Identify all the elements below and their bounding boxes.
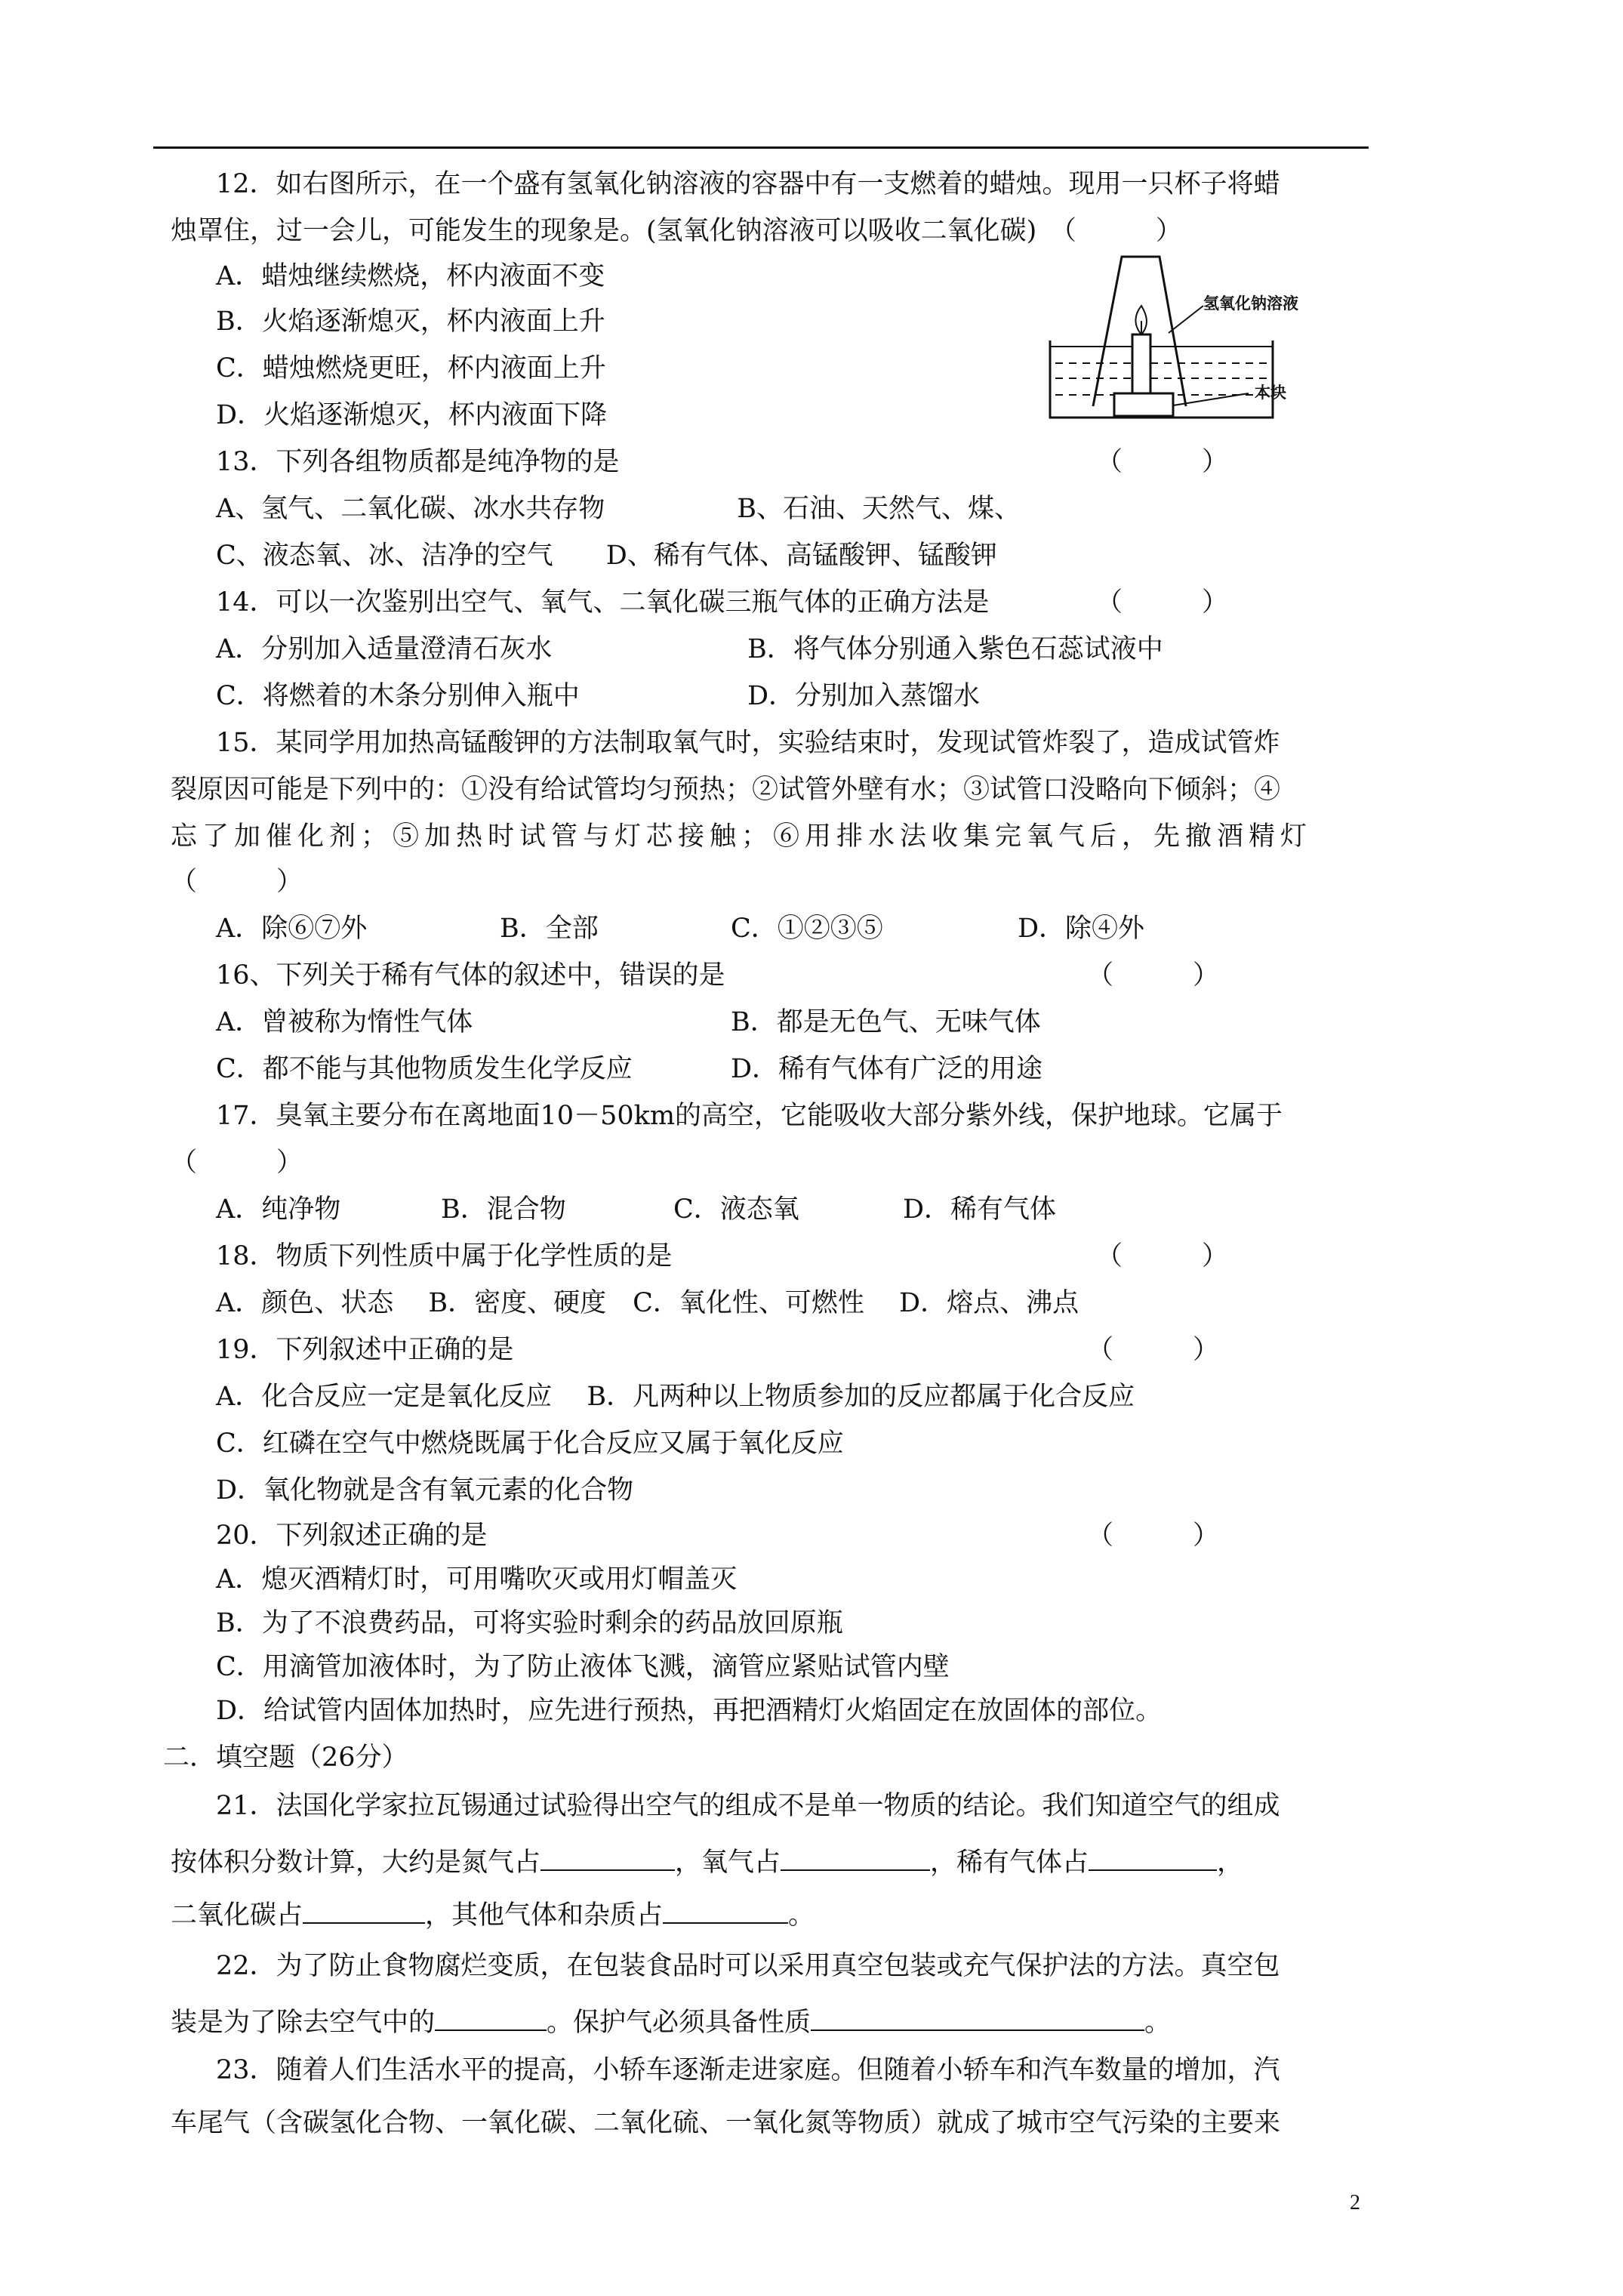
- q20-paren: （ ）: [1087, 1521, 1220, 1551]
- q18-options: A．颜色、状态 B．密度、硬度 C．氧化性、可燃性 D．熔点、沸点: [216, 1288, 1079, 1318]
- q15-option-c: C．①②③⑤: [731, 914, 883, 944]
- q16-option-d: D．稀有气体有广泛的用途: [731, 1054, 1043, 1084]
- q20-option-b: B．为了不浪费药品，可将实验时剩余的药品放回原瓶: [216, 1608, 843, 1638]
- q13-paren: （ ）: [1096, 447, 1229, 477]
- q22-line2: 装是为了除去空气中的 。保护气必须具备性质 。: [171, 2002, 1171, 2039]
- q13-stem: 13．下列各组物质都是纯净物的是: [216, 447, 620, 477]
- label-naoh-solution: 氢氧化钠溶液: [1203, 294, 1298, 313]
- q17-paren: （ ）: [171, 1148, 303, 1178]
- q20-option-d: D．给试管内固体加热时，应先进行预热，再把酒精灯火焰固定在放固体的部位。: [216, 1696, 1163, 1726]
- q15-option-a: A．除⑥⑦外: [216, 914, 368, 944]
- section2-title: 二．填空题（26分）: [163, 1743, 408, 1773]
- q14-option-a: A．分别加入适量澄清石灰水: [216, 634, 553, 664]
- q17-option-d: D．稀有气体: [903, 1194, 1057, 1225]
- q12-option-c: C．蜡烛燃烧更旺，杯内液面上升: [216, 353, 606, 384]
- page-number: 2: [1350, 2191, 1360, 2214]
- answer-blank-co2[interactable]: [303, 1895, 425, 1924]
- answer-blank-nitrogen[interactable]: [540, 1842, 675, 1871]
- q14-paren: （ ）: [1096, 587, 1229, 618]
- answer-blank-protective-gas[interactable]: [811, 2002, 1144, 2031]
- q14-stem: 14．可以一次鉴别出空气、氧气、二氧化碳三瓶气体的正确方法是: [216, 587, 990, 618]
- q17-option-c: C．液态氧: [673, 1194, 799, 1225]
- q15-line3: 忘了加催化剂；⑤加热时试管与灯芯接触；⑥用排水法收集完氧气后，先撤酒精灯: [171, 821, 1313, 852]
- q20-option-c: C．用滴管加液体时，为了防止液体飞溅，滴管应紧贴试管内壁: [216, 1652, 950, 1682]
- q17-line1: 17．臭氧主要分布在离地面10－50km的高空，它能吸收大部分紫外线，保护地球。它属于: [216, 1101, 1283, 1131]
- q15-option-d: D．除④外: [1018, 914, 1145, 944]
- header-rule: [153, 146, 1369, 149]
- candle-apparatus-figure: [1046, 251, 1371, 427]
- q16-paren: （ ）: [1087, 960, 1220, 991]
- q19-option-d: D．氧化物就是含有氧元素的化合物: [216, 1475, 634, 1505]
- q19-option-c: C．红磷在空气中燃烧既属于化合反应又属于氧化反应: [216, 1428, 844, 1459]
- q12-option-b: B．火焰逐渐熄灭，杯内液面上升: [216, 307, 605, 337]
- answer-blank-other-gases[interactable]: [663, 1895, 788, 1924]
- q19-stem: 19．下列叙述中正确的是: [216, 1335, 514, 1365]
- q20-option-a: A．熄灭酒精灯时，可用嘴吹灭或用灯帽盖灭: [216, 1564, 738, 1595]
- q15-paren: （ ）: [171, 867, 303, 897]
- q13-options-ab: A、氢气、二氧化碳、冰水共存物 B、石油、天然气、煤、: [216, 494, 1021, 524]
- q16-option-b: B．都是无色气、无味气体: [731, 1007, 1041, 1037]
- q22-line1: 22．为了防止食物腐烂变质，在包装食品时可以采用真空包装或充气保护法的方法。真空包: [216, 1951, 1280, 1981]
- q15-option-b: B．全部: [500, 914, 599, 944]
- q17-option-a: A．纯净物: [216, 1194, 341, 1225]
- q21-line2: 按体积分数计算，大约是氮气占 ，氧气占 ，稀有气体占 ，: [171, 1842, 1243, 1879]
- wood-block: [1114, 393, 1173, 416]
- q17-option-b: B．混合物: [441, 1194, 566, 1225]
- q14-option-b: B．将气体分别通入紫色石蕊试液中: [747, 634, 1163, 664]
- candle: [1132, 334, 1150, 393]
- q12-line1: 12．如右图所示，在一个盛有氢氧化钠溶液的容器中有一支燃着的蜡烛。现用一只杯子将蜡: [216, 169, 1280, 199]
- q14-option-c: C．将燃着的木条分别伸入瓶中: [216, 681, 580, 711]
- answer-blank-vacuum[interactable]: [435, 2002, 547, 2031]
- q12-option-d: D．火焰逐渐熄灭，杯内液面下降: [216, 400, 608, 430]
- q12-option-a: A．蜡烛继续燃烧，杯内液面不变: [216, 261, 605, 291]
- q23-line1: 23．随着人们生活水平的提高，小轿车逐渐走进家庭。但随着小轿车和汽车数量的增加，汽: [216, 2055, 1280, 2085]
- q13-options-cd: C、液态氧、冰、洁净的空气 D、稀有气体、高锰酸钾、锰酸钾: [216, 541, 997, 571]
- q21-line1: 21．法国化学家拉瓦锡通过试验得出空气的组成不是单一物质的结论。我们知道空气的组成: [216, 1791, 1280, 1821]
- q19-options-ab: A．化合反应一定是氧化反应 B．凡两种以上物质参加的反应都属于化合反应: [216, 1382, 1135, 1412]
- q18-stem: 18．物质下列性质中属于化学性质的是: [216, 1241, 673, 1271]
- answer-blank-oxygen[interactable]: [781, 1842, 930, 1871]
- q23-line2: 车尾气（含碳氢化合物、一氧化碳、二氧化硫、一氧化氮等物质）就成了城市空气污染的主要来: [171, 2108, 1281, 2138]
- q15-line2: 裂原因可能是下列中的：①没有给试管均匀预热；②试管外壁有水；③试管口没略向下倾斜；④: [171, 775, 1281, 805]
- q16-option-a: A．曾被称为惰性气体: [216, 1007, 473, 1037]
- q16-option-c: C．都不能与其他物质发生化学反应: [216, 1054, 633, 1084]
- q20-stem: 20．下列叙述正确的是: [216, 1521, 488, 1551]
- q14-option-d: D．分别加入蒸馏水: [747, 681, 981, 711]
- q18-paren: （ ）: [1096, 1241, 1229, 1271]
- q15-line1: 15．某同学用加热高锰酸钾的方法制取氧气时，实验结束时，发现试管炸裂了，造成试管炸: [216, 728, 1280, 758]
- q19-paren: （ ）: [1087, 1335, 1220, 1365]
- label-wood-block: 木块: [1255, 384, 1286, 402]
- q21-line3: 二氧化碳占 ，其他气体和杂质占 。: [171, 1895, 815, 1932]
- answer-blank-noble-gas[interactable]: [1089, 1842, 1217, 1871]
- q16-stem: 16、下列关于稀有气体的叙述中，错误的是: [216, 960, 725, 991]
- q12-line2: 烛罩住，过一会儿，可能发生的现象是。(氢氧化钠溶液可以吸收二氧化碳) （ ）: [171, 216, 1182, 246]
